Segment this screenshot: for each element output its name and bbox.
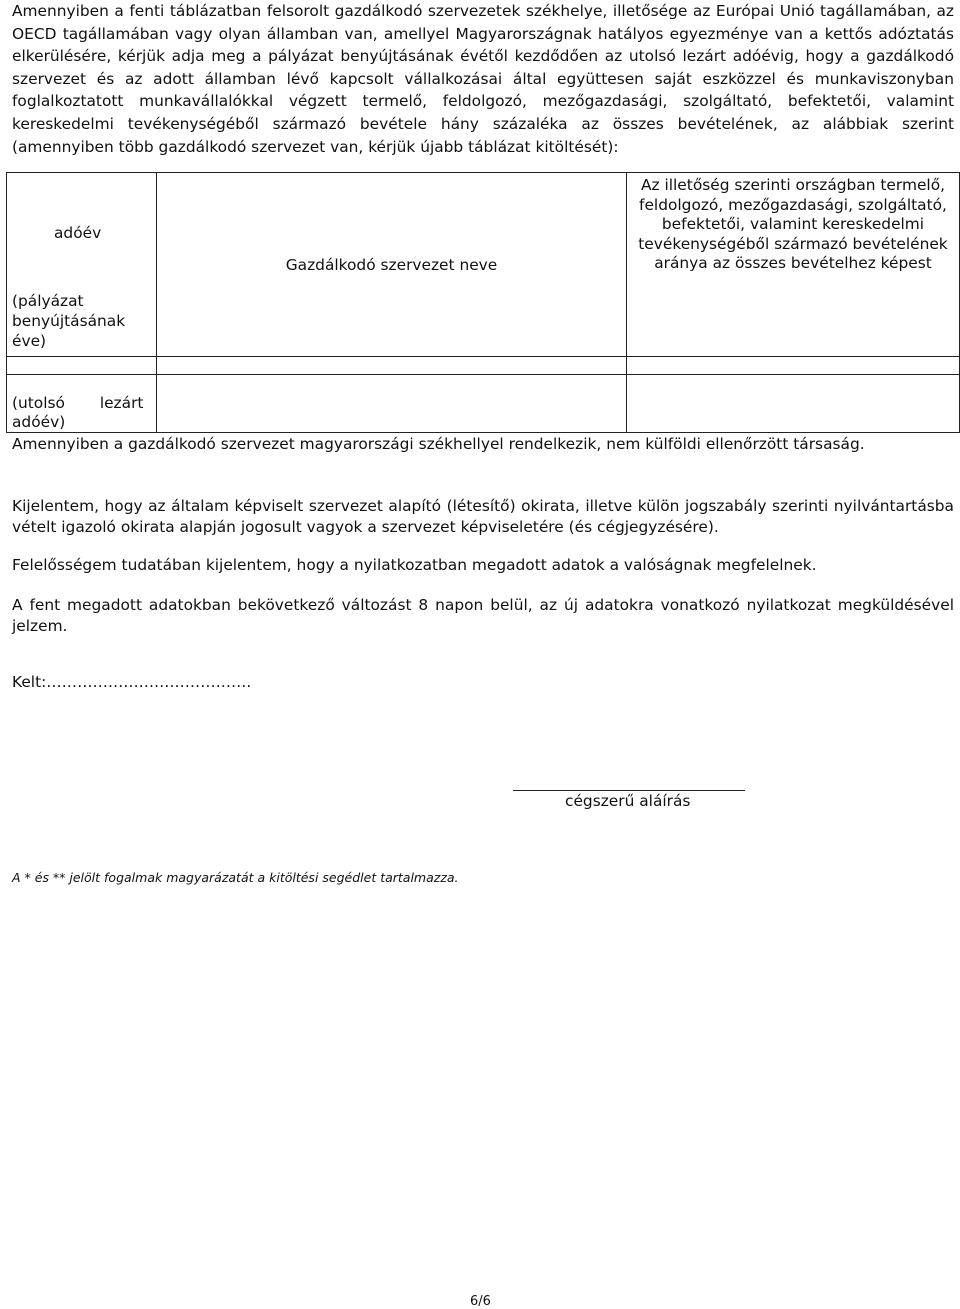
year-cell[interactable] xyxy=(7,357,157,375)
org-name-cell[interactable] xyxy=(157,375,627,433)
declaration-paragraph-1: Kijelentem, hogy az általam képviselt szervezet alapító (létesítő) okirata, illetve külön jogszabály szerinti nyilvántartásba vételt igazoló okirata alapján jogosult vagyok a szervezet képviseletére (és cégjegyzésére). xyxy=(12,497,954,536)
signature-line xyxy=(513,790,745,791)
org-name-cell[interactable] xyxy=(157,357,627,375)
declaration-paragraph-2: Felelősségem tudatában kijelentem, hogy a nyilatkozatban megadott adatok a valóságnak megfelelnek. xyxy=(12,556,817,574)
revenue-ratio-table xyxy=(6,172,960,433)
date-field[interactable]: Kelt:…………………………………. xyxy=(12,673,252,691)
note-text: Amennyiben a gazdálkodó szervezet magyarországi székhellyel rendelkezik, nem külföldi ellenőrzött társaság. xyxy=(12,435,865,453)
table-row xyxy=(7,375,960,433)
footnote: A * és ** jelölt fogalmak magyarázatát a kitöltési segédlet tartalmazza. xyxy=(12,870,459,885)
page-number: 6/6 xyxy=(470,1294,491,1309)
intro-paragraph: Amennyiben a fenti táblázatban felsorolt gazdálkodó szervezetek székhelye, illetősége az Európai Unió tagállamában, az OECD tagállamában vagy olyan államban van, amellyel Magyarországnak hatályos egyezménye van a kettős adóztatás elkerülésére, kérjük adja meg a pályázat benyújtásának évétől kezdődően az utolsó lezárt adóévig, hogy a gazdálkodó szervezet és az adott államban lévő kapcsolt vállalkozásai által együttesen saját eszközzel és munkaviszonyban foglalkoztatott munkavállalókkal végzett termelő, feldolgozó, mezőgazdasági, szolgáltató, befektetői, valamint kereskedelmi tevékenységéből származó bevétele hány százaléka az összes bevételének, az alábbiak szerint (amennyiben több gazdálkodó szervezet van, kérjük újabb táblázat kitöltését): xyxy=(12,2,954,156)
last-year-label: (utolsó lezárt xyxy=(12,394,144,412)
year-header-cell xyxy=(7,173,157,357)
ratio-cell[interactable] xyxy=(627,375,960,433)
declaration-paragraph-3: A fent megadott adatokban bekövetkező változást 8 napon belül, az új adatokra vonatkozó nyilatkozat megküldésével jelzem. xyxy=(12,596,954,635)
year-label: adóév xyxy=(54,224,102,242)
ratio-header: Az illetőség szerinti országban termelő, feldolgozó, mezőgazdasági, szolgáltató, befektetői, valamint kereskedelmi tevékenységéből származó bevételének aránya az összes bevételhez képest xyxy=(627,173,960,357)
ratio-cell[interactable] xyxy=(627,357,960,375)
table-row xyxy=(7,357,960,375)
last-year-cell xyxy=(7,375,157,433)
table-header-row xyxy=(7,173,960,357)
signature-label: cégszerű aláírás xyxy=(565,792,691,810)
year-sub-label: (pályázat benyújtásának éve) xyxy=(12,292,126,350)
last-year-label-b: adóév) xyxy=(12,413,66,431)
org-name-header: Gazdálkodó szervezet neve xyxy=(157,173,627,357)
